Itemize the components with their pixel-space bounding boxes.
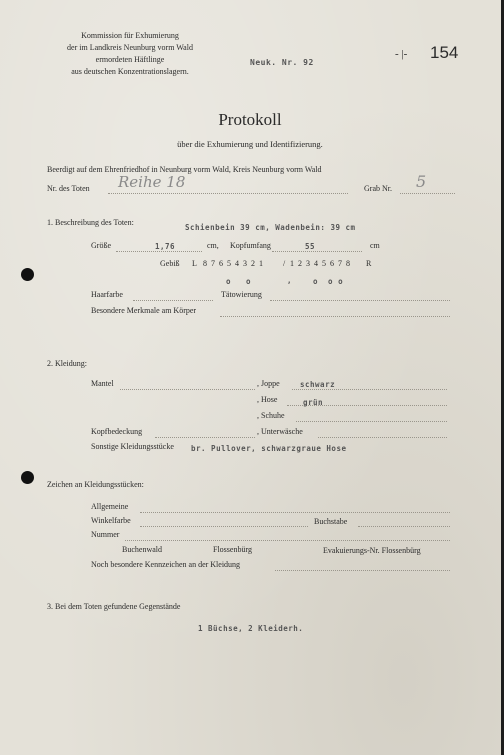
commission-line-3: ermordeten Häftlinge — [95, 55, 165, 64]
punch-hole-top — [21, 268, 34, 281]
commission-line-1: Kommission für Exhumierung — [81, 31, 179, 40]
hose-value: grün — [303, 398, 324, 407]
section1-heading: 1. Beschreibung des Toten: — [47, 218, 134, 227]
section1-typed-measurements: Schienbein 39 cm, Wadenbein: 39 cm — [185, 223, 356, 232]
joppe-label: , Joppe — [257, 379, 280, 388]
gebiss-left-teeth: 8 7 6 5 4 3 2 1 — [203, 259, 264, 268]
groesse-label: Größe — [91, 241, 111, 250]
section3-heading: 3. Bei dem Toten gefundene Gegenstände — [47, 602, 181, 611]
allgemeine-label: Allgemeine — [91, 502, 129, 511]
page-subtitle: über die Exhumierung und Identifizierung. — [177, 139, 323, 149]
zeichen-heading: Zeichen an Kleidungsstücken: — [47, 480, 144, 489]
mantel-label: Mantel — [91, 379, 114, 388]
gebiss-separator: / — [283, 259, 286, 268]
haarfarbe-label: Haarfarbe — [91, 290, 123, 299]
grab-value: 5 — [416, 172, 427, 191]
commission-line-2: der im Landkreis Neunburg vorm Wald — [67, 43, 193, 52]
merkmale-label: Besondere Merkmale am Körper — [91, 306, 197, 315]
reference-number: Neuk. Nr. 92 — [250, 58, 314, 67]
page-title: Protokoll — [218, 110, 282, 129]
flossenbuerg-label: Flossenbürg — [213, 545, 252, 554]
gebiss-l: L — [192, 259, 197, 268]
punch-hole-bottom — [21, 471, 34, 484]
gebiss-marks-left: o o — [226, 277, 252, 286]
groesse-value: 1,76 — [155, 242, 176, 251]
buchenwald-label: Buchenwald — [122, 545, 162, 554]
burial-line: Beerdigt auf dem Ehrenfriedhof in Neunburg vorm Wald, Kreis Neunburg vorm Wald — [47, 165, 322, 174]
page-mark: - |- — [395, 48, 408, 60]
nr-value: Reihe 18 — [118, 173, 186, 191]
kopfumfang-label: Kopfumfang — [230, 241, 271, 250]
joppe-value: schwarz — [300, 380, 336, 389]
gebiss-marks-right: o o o — [313, 277, 344, 286]
winkelfarbe-label: Winkelfarbe — [91, 516, 131, 525]
kopfumfang-value: 55 — [305, 242, 316, 251]
taetowierung-label: Tätowierung — [221, 290, 262, 299]
kopfbedeckung-label: Kopfbedeckung — [91, 427, 143, 436]
cm-label-1: cm, — [207, 241, 219, 250]
evakuierung-label: Evakuierungs-Nr. Flossenbürg — [323, 546, 421, 555]
section2-heading: 2. Kleidung: — [47, 359, 87, 368]
unterwaesche-label: , Unterwäsche — [257, 427, 303, 436]
nummer-label: Nummer — [91, 530, 120, 539]
kennzeichen-label: Noch besondere Kennzeichen an der Kleidung — [91, 560, 241, 569]
schuhe-label: , Schuhe — [257, 411, 285, 420]
sonstige-value: br. Pullover, schwarzgraue Hose — [191, 444, 347, 453]
page-number: 154 — [430, 43, 459, 62]
cm-label-2: cm — [370, 241, 380, 250]
buchstabe-label: Buchstabe — [314, 517, 348, 526]
section3-value: 1 Büchse, 2 Kleiderh. — [198, 624, 304, 633]
commission-line-4: aus deutschen Konzentrationslagern. — [71, 67, 189, 76]
hose-label: , Hose — [257, 395, 278, 404]
nr-label: Nr. des Toten — [47, 184, 90, 193]
gebiss-right-teeth: 1 2 3 4 5 6 7 8 — [290, 259, 351, 268]
gebiss-r: R — [366, 259, 372, 268]
gebiss-label: Gebiß — [160, 259, 180, 268]
grab-label: Grab Nr. — [364, 184, 392, 193]
sonstige-label: Sonstige Kleidungsstücke — [91, 442, 174, 451]
gebiss-marks-mid: , — [287, 276, 293, 285]
